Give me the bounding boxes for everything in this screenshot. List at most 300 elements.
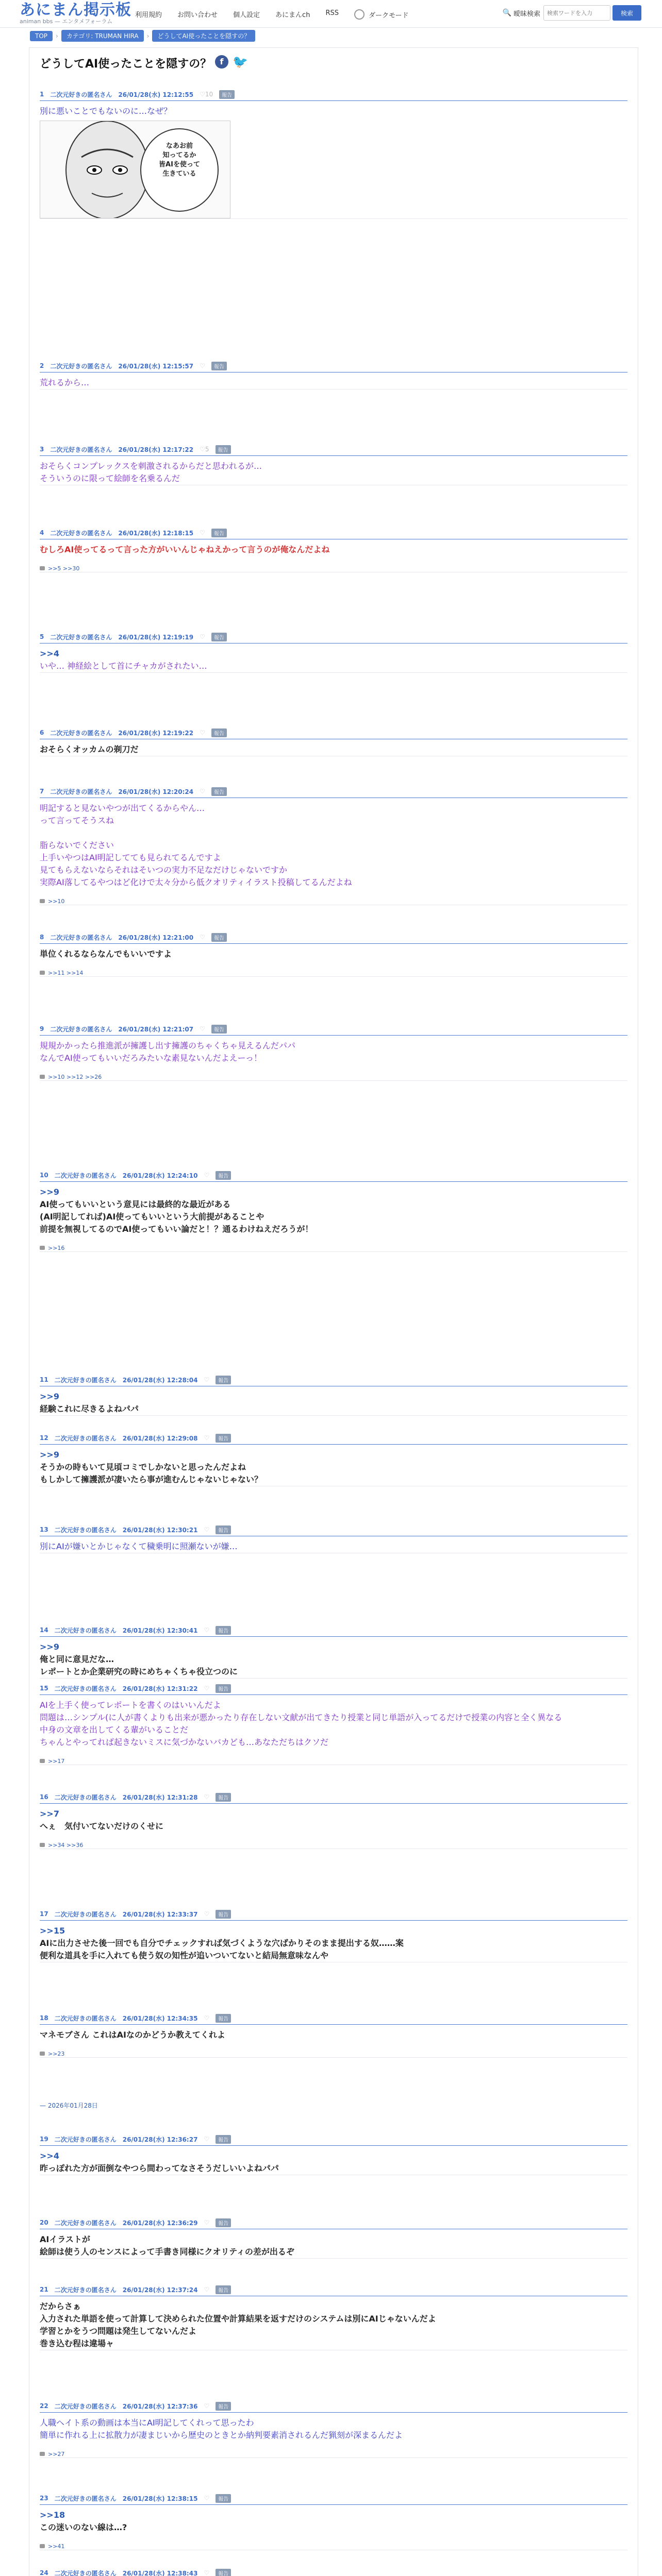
post-date: 26/01/28(水) 12:21:00 (118, 934, 194, 941)
post-line: 学習とかをうつ問題は発生してないんだよ (40, 2326, 197, 2336)
post-number[interactable]: 9 (40, 1025, 44, 1032)
post-header (40, 1433, 627, 1445)
post-header (40, 728, 627, 739)
logo-title[interactable]: あにまん掲示板 (20, 1, 131, 19)
poster-name: 二次元好きの匿名さん (50, 91, 112, 98)
post-body (40, 456, 627, 485)
facebook-icon[interactable]: f (215, 55, 228, 69)
thread-container (29, 47, 638, 2576)
report-button[interactable]: 報告 (211, 1025, 227, 1033)
dark-mode-label: ダークモード (368, 11, 409, 20)
post-line: 中身の文章を出してくる輩がいることだ (40, 1725, 189, 1735)
poster-name: 二次元好きの匿名さん (54, 2495, 117, 2502)
post-date: 26/01/28(水) 12:31:22 (122, 1685, 198, 1692)
report-button[interactable]: 報告 (211, 787, 227, 796)
reply-text[interactable]: >>17 (48, 1758, 65, 1765)
meme-image[interactable] (40, 121, 230, 218)
post-line: 人職ヘイト系の動画は本当にAI明記してくれって思ったわ (40, 2418, 254, 2428)
post-number[interactable]: 4 (40, 529, 44, 536)
post-header (40, 1171, 627, 1182)
post-number[interactable]: 8 (40, 934, 44, 941)
post-date: 26/01/28(水) 12:15:57 (118, 362, 194, 370)
heart-icon[interactable]: ♡ (204, 1910, 210, 1918)
post-number[interactable]: 21 (40, 2286, 48, 2293)
breadcrumb-separator: › (56, 32, 58, 40)
page-title: どうしてAI使ったことを隠すの？ (40, 58, 212, 71)
post-header (40, 1625, 627, 1637)
reply-links[interactable] (40, 1245, 627, 1251)
reply-icon (40, 1843, 45, 1847)
reply-text[interactable]: >>23 (48, 2050, 65, 2057)
post-number[interactable]: 14 (40, 1626, 48, 1634)
post-line: 問題は…シンプル(に人が書くよりも出来が悪かったり存在しない文献が出てきたり授業と同じ単語が入ってるだけで授業の内容と全く異なる (40, 1713, 562, 1722)
post (40, 933, 627, 977)
post-body (40, 1036, 627, 1064)
breadcrumb (30, 30, 255, 42)
poster-name: 二次元好きの匿名さん (54, 1526, 117, 1534)
post-body (40, 739, 627, 756)
post-body (40, 2229, 627, 2258)
post (40, 1525, 627, 1553)
poster-name: 二次元好きの匿名さん (54, 1626, 117, 1634)
post (40, 2285, 627, 2350)
post-line: 別にAIが嫌いとかじゃなくて穢乗明に照瀬ないが嫌… (40, 1541, 238, 1551)
quote-link[interactable]: >>4 (40, 2151, 59, 2161)
post-body (40, 101, 627, 218)
reply-links[interactable] (40, 970, 627, 976)
twitter-icon[interactable]: 🐦 (233, 55, 248, 69)
post-line: 簡単に作れる上に拡散力が凄まじいから歴史のときとか納判要素消されるんだ猟刻が深まるんだよ (40, 2430, 403, 2440)
post (40, 361, 627, 389)
post-header (40, 933, 627, 944)
post-body (40, 1637, 627, 1678)
post (40, 2494, 627, 2550)
nav-contact[interactable]: お問い合わせ (177, 11, 218, 19)
heart-icon[interactable]: ♡ (200, 362, 205, 369)
report-button[interactable]: 報告 (216, 2494, 231, 2503)
heart-icon[interactable]: ♡ (200, 529, 205, 536)
report-button[interactable]: 報告 (216, 2402, 231, 2411)
post-line: 見てもらえないならそれはそいつの実力不足なだけじゃないですか (40, 865, 288, 875)
report-button[interactable]: 報告 (216, 1434, 231, 1443)
nav-animanch[interactable]: あにまんch (275, 11, 310, 19)
reply-icon (40, 971, 45, 975)
poster-name: 二次元好きの匿名さん (50, 446, 112, 453)
post (40, 528, 627, 572)
search-input[interactable] (543, 5, 610, 21)
post-date: 26/01/28(水) 12:30:41 (122, 1626, 198, 1634)
report-button[interactable]: 報告 (216, 2014, 231, 2023)
quote-link[interactable]: >>9 (40, 1450, 59, 1460)
heart-icon[interactable]: ♡5 (200, 446, 209, 453)
post-body (40, 944, 627, 960)
report-button[interactable]: 報告 (219, 90, 235, 99)
post-line: 規規かかったら推進派が擁護し出す擁護のちゃくちゃ見えるんだパパ (40, 1041, 296, 1050)
reply-links[interactable] (40, 1074, 627, 1080)
report-button[interactable]: 報告 (216, 2569, 231, 2576)
post-line: 経験これに尽きるよねパパ (40, 1404, 139, 1414)
report-button[interactable]: 報告 (216, 2285, 231, 2294)
reply-text[interactable]: >>27 (48, 2451, 65, 2458)
post-line: なんでAI使ってもいいだろみたいな素見ないんだよえーっ！ (40, 1053, 262, 1063)
search-icon: 🔍 (502, 9, 511, 17)
post-line: マネモブさん これはAIなのかどうか教えてくれよ (40, 2030, 225, 2040)
post-header (40, 90, 627, 101)
post-date: 26/01/28(水) 12:24:10 (122, 1172, 198, 1179)
post (40, 2134, 627, 2175)
reply-text[interactable]: >>34 >>36 (48, 1842, 84, 1849)
post (40, 2218, 627, 2259)
post-header (40, 1024, 627, 1036)
post-body (40, 1536, 627, 1553)
post-header (40, 787, 627, 798)
post-number[interactable]: 24 (40, 2569, 48, 2576)
post (40, 445, 627, 485)
poster-name: 二次元好きの匿名さん (54, 1434, 117, 1442)
report-button[interactable]: 報告 (211, 529, 227, 537)
heart-icon[interactable]: ♡ (204, 2136, 210, 2143)
post-date: 26/01/28(水) 12:21:07 (118, 1025, 194, 1033)
post-header (40, 2568, 627, 2576)
poster-name: 二次元好きの匿名さん (50, 529, 112, 537)
post-line: って言ってそうスね (40, 816, 114, 825)
poster-name: 二次元好きの匿名さん (54, 2219, 117, 2227)
post-body (40, 2505, 627, 2534)
heart-icon[interactable]: ♡ (200, 729, 205, 736)
heart-icon[interactable]: ♡ (204, 1434, 210, 1442)
reply-links[interactable] (40, 2451, 627, 2458)
poster-name: 二次元好きの匿名さん (50, 362, 112, 370)
post-body (40, 1386, 627, 1415)
heart-icon[interactable]: ♡ (204, 1626, 210, 1634)
post-line: いや… 神経絵として首にチャカがされたい… (40, 661, 207, 671)
post-header (40, 1909, 627, 1921)
post (40, 1375, 627, 1416)
post-number[interactable]: 19 (40, 2136, 48, 2143)
post (40, 1792, 627, 1849)
post (40, 1171, 627, 1252)
poster-name: 二次元好きの匿名さん (50, 934, 112, 941)
heart-icon[interactable]: ♡ (204, 1172, 210, 1179)
reply-icon (40, 566, 45, 570)
report-button[interactable]: 報告 (216, 1171, 231, 1180)
heart-icon[interactable]: ♡ (200, 633, 205, 640)
post-line (40, 827, 627, 839)
post-line: 上手いやつはAI明記してても見られてるんですよ (40, 853, 221, 862)
post-line: 俺と同に意見だな… (40, 1654, 114, 1664)
quote-link[interactable]: >>15 (40, 1926, 65, 1936)
post-header (40, 2285, 627, 2296)
report-button[interactable]: 報告 (216, 1376, 231, 1384)
reply-links[interactable] (40, 2543, 627, 2550)
post-number[interactable]: 17 (40, 1910, 48, 1918)
poster-name: 二次元好きの匿名さん (50, 788, 112, 795)
nav-terms[interactable]: 利用規約 (135, 11, 162, 19)
post-date: 26/01/28(水) 12:37:24 (122, 2286, 198, 2294)
post-line: 単位くれるならなんでもいいですよ (40, 949, 172, 959)
report-button[interactable]: 報告 (211, 362, 227, 370)
post-number[interactable]: 13 (40, 1526, 48, 1533)
quote-link[interactable]: >>9 (40, 1392, 59, 1401)
post-date: 26/01/28(水) 12:20:24 (118, 788, 194, 795)
reply-icon (40, 1075, 45, 1079)
post-number[interactable]: 15 (40, 1685, 48, 1692)
reply-text[interactable]: >>10 >>12 >>26 (48, 1074, 102, 1080)
post-line: そういうのに限って絵師を名乗るんだ (40, 473, 180, 483)
search-mode-label[interactable]: 曖昧検索 (513, 10, 540, 18)
post-date: 26/01/28(水) 12:18:15 (118, 529, 194, 537)
poster-name: 二次元好きの匿名さん (54, 2286, 117, 2294)
post-header (40, 445, 627, 456)
heart-icon[interactable]: ♡ (200, 788, 205, 795)
post-date: 26/01/28(水) 12:31:28 (122, 1793, 198, 1801)
report-button[interactable]: 報告 (216, 1910, 231, 1919)
quote-link[interactable]: >>9 (40, 1187, 59, 1197)
post-number[interactable]: 5 (40, 633, 44, 640)
post-number[interactable]: 3 (40, 446, 44, 453)
poster-name: 二次元好きの匿名さん (54, 2569, 117, 2576)
post-body (40, 539, 627, 556)
site-header (0, 0, 662, 28)
post-line: 絵師は使う人のセンスによって手書き同様にクオリティの差が出るぞ (40, 2247, 294, 2257)
quote-link[interactable]: >>4 (40, 649, 59, 658)
report-button[interactable]: 報告 (216, 1626, 231, 1635)
post-number[interactable]: 10 (40, 1172, 48, 1179)
reply-icon (40, 2452, 45, 2456)
post-number[interactable]: 1 (40, 91, 44, 98)
poster-name: 二次元好きの匿名さん (54, 1376, 117, 1384)
post-date: 26/01/28(水) 12:30:21 (122, 1526, 198, 1534)
poster-name: 二次元好きの匿名さん (54, 1910, 117, 1918)
post-header (40, 1792, 627, 1804)
post-line: 荒れるから… (40, 378, 90, 387)
poster-name: 二次元好きの匿名さん (54, 2014, 117, 2022)
post (40, 787, 627, 905)
search-area (503, 5, 641, 21)
post-number[interactable]: 6 (40, 729, 44, 736)
report-button[interactable]: 報告 (211, 728, 227, 737)
post-number[interactable]: 2 (40, 362, 44, 369)
reply-icon (40, 899, 45, 903)
heart-icon[interactable]: ♡ (200, 934, 205, 941)
poster-name: 二次元好きの匿名さん (54, 1793, 117, 1801)
heart-icon[interactable]: ♡ (204, 2219, 210, 2226)
post-body (40, 2025, 627, 2041)
post-line: AIイラストが (40, 2234, 90, 2244)
heart-icon[interactable]: ♡ (200, 1025, 205, 1032)
post-date: 26/01/28(水) 12:28:04 (122, 1376, 198, 1384)
reply-icon (40, 1246, 45, 1250)
post-date: 26/01/28(水) 12:12:55 (118, 91, 194, 98)
post-line: AIを上手く使ってレポートを書くのはいいんだよ (40, 1700, 221, 1710)
post-number[interactable]: 18 (40, 2014, 48, 2022)
heart-icon[interactable]: ♡ (204, 2286, 210, 2293)
post-line: おそらくコンプレックスを刺激されるからだと思われるが… (40, 461, 262, 471)
poster-name: 二次元好きの匿名さん (50, 633, 112, 641)
post-date: 26/01/28(水) 12:17:22 (118, 446, 194, 453)
post-body (40, 2146, 627, 2175)
post (40, 2401, 627, 2458)
breadcrumb-category[interactable]: カテゴリ: TRUMAN HIRA (61, 30, 144, 42)
post-date: 26/01/28(水) 12:37:36 (122, 2402, 198, 2410)
post-body (40, 2296, 627, 2350)
post-line: 入力された単語を使って計算して決められた位置や計算結果を返すだけのシステムは別にAIじゃないんだよ (40, 2314, 436, 2324)
breadcrumb-top[interactable]: TOP (30, 31, 53, 41)
report-button[interactable]: 報告 (216, 445, 231, 454)
reply-links[interactable] (40, 1842, 627, 1849)
poster-name: 二次元好きの匿名さん (54, 1172, 117, 1179)
reply-links[interactable] (40, 2050, 627, 2057)
poster-name: 二次元好きの匿名さん (50, 729, 112, 737)
post-number[interactable]: 23 (40, 2495, 48, 2502)
post-date: 26/01/28(水) 12:36:27 (122, 2136, 198, 2143)
post (40, 1433, 627, 1486)
post (40, 1625, 627, 1679)
post-body (40, 643, 627, 672)
report-button[interactable]: 報告 (216, 2218, 231, 2227)
breadcrumb-separator: › (146, 32, 150, 40)
reply-links[interactable] (40, 1758, 627, 1765)
poster-name: 二次元好きの匿名さん (50, 1025, 112, 1033)
post-body (40, 1695, 627, 1749)
post-body (40, 1182, 627, 1235)
quote-link[interactable]: >>9 (40, 1642, 59, 1652)
post-number[interactable]: 16 (40, 1793, 48, 1801)
post-header (40, 1525, 627, 1536)
heart-icon[interactable]: ♡ (204, 2402, 210, 2410)
post-line: もしかして擁護派が凄いたら事が進むんじゃないじゃない？ (40, 1475, 263, 1484)
post (40, 632, 627, 673)
post-line: 脂らないでください (40, 840, 114, 850)
post-number[interactable]: 22 (40, 2402, 48, 2410)
post-line: 実際AI落してるやつはど化けで太々分から低クオリティイラスト投稿してるんだよね (40, 877, 352, 887)
poster-name: 二次元好きの匿名さん (54, 2402, 117, 2410)
reply-icon (40, 1759, 45, 1763)
reply-icon (40, 2544, 45, 2548)
post-date: 26/01/28(水) 12:19:22 (118, 729, 194, 737)
post (40, 2568, 627, 2576)
post-header (40, 2013, 627, 2025)
heart-icon[interactable]: ♡ (204, 1526, 210, 1533)
post-line: AIに出力させた後一回でも自分でチェックすれば気づくような穴ばかりそのまま提出する奴……案 (40, 1938, 404, 1948)
post-body (40, 2413, 627, 2442)
report-button[interactable]: 報告 (216, 1793, 231, 1802)
post-header (40, 632, 627, 643)
reply-links[interactable] (40, 565, 627, 572)
nav-rss[interactable]: RSS (325, 9, 339, 17)
post-line: レポートとか企業研究の時にめちゃくちゃ役立つのに (40, 1667, 238, 1676)
reply-text[interactable]: >>5 >>30 (48, 565, 80, 572)
post-header (40, 2494, 627, 2505)
post (40, 1909, 627, 1962)
post-line: この迷いのない線は…? (40, 2522, 127, 2532)
post-header (40, 1684, 627, 1695)
post-header (40, 1375, 627, 1386)
post-line: そうかの時もいて見頃コミでしかないと思ったんだよね (40, 1462, 246, 1472)
report-button[interactable]: 報告 (211, 933, 227, 942)
breadcrumb-thread[interactable]: どうしてAI使ったことを隠すの？ (152, 30, 255, 42)
post (40, 2013, 627, 2058)
post (40, 1684, 627, 1765)
heart-icon[interactable]: ♡ (204, 1793, 210, 1801)
dark-mode-toggle[interactable] (354, 7, 408, 22)
share-icons (215, 55, 246, 69)
post-date: 26/01/28(水) 12:34:35 (122, 2014, 198, 2022)
post-body (40, 1921, 627, 1962)
post-line: 前提を無視してるのでAI使ってもいい論だと！？通るわけねえだろうが！ (40, 1224, 313, 1234)
post-line: 巻き込む程は違場ャ (40, 2338, 114, 2348)
post-body (40, 372, 627, 389)
post-line: 明記すると見ないやつが出てくるからやん… (40, 803, 205, 813)
post-line: だからさぁ (40, 2301, 81, 2311)
quote-link[interactable]: >>7 (40, 1809, 59, 1819)
report-button[interactable]: 報告 (216, 1526, 231, 1534)
report-button[interactable]: 報告 (211, 633, 227, 641)
reply-text[interactable]: >>41 (48, 2543, 65, 2550)
post-date: 26/01/28(水) 12:33:37 (122, 1910, 198, 1918)
post-line: 昨っぽれた方が面倒なやつら間わってなさそうだしいいよねパパ (40, 2163, 279, 2173)
meme-text: なあお前 知ってるか 皆AIを使って 生きている (159, 142, 200, 178)
post-date: 26/01/28(水) 12:38:43 (122, 2569, 198, 2576)
reply-text[interactable]: >>11 >>14 (48, 970, 84, 976)
post-header (40, 2218, 627, 2229)
site-logo[interactable] (20, 2, 131, 25)
post (40, 90, 627, 219)
poster-name: 二次元好きの匿名さん (54, 2136, 117, 2143)
search-button[interactable]: 検索 (613, 5, 641, 21)
post-body (40, 798, 627, 889)
logo-subtitle: animan bbs — エンタメフォーラム (20, 18, 113, 25)
date-separator: — 2026年01月28日 (40, 2102, 98, 2109)
reply-icon (40, 2052, 45, 2056)
post (40, 1024, 627, 1081)
report-button[interactable]: 報告 (216, 2135, 231, 2144)
reply-links[interactable] (40, 898, 627, 905)
post-header (40, 528, 627, 539)
heart-icon[interactable]: ♡10 (200, 91, 213, 98)
post-line: へぇ 気付いてないだけのくせに (40, 1821, 164, 1831)
reply-text[interactable]: >>10 (48, 898, 65, 905)
post-body (40, 1445, 627, 1486)
toggle-switch[interactable] (354, 9, 365, 20)
heart-icon[interactable]: ♡ (204, 1376, 210, 1383)
post-body (40, 1804, 627, 1833)
heart-icon[interactable]: ♡ (204, 2569, 210, 2576)
post-header (40, 2401, 627, 2413)
post-date: 26/01/28(水) 12:29:08 (122, 1434, 198, 1442)
post-number[interactable]: 11 (40, 1376, 48, 1383)
heart-icon[interactable]: ♡ (204, 2495, 210, 2502)
post (40, 728, 627, 756)
post-line: 別に悪いことでもないのに…なぜ？ (40, 106, 172, 116)
post-line: むしろAI使ってるって言った方がいいんじゃねえかって言うのが俺なんだよね (40, 545, 330, 554)
post-number[interactable]: 20 (40, 2219, 48, 2226)
post-line: ちゃんとやってれば起きないミスに気づかないバカども…あなただちはクソだ (40, 1737, 329, 1747)
post-line: 便利な道具を手に入れても使う奴の知性が追いついてないと結局無意味なんや (40, 1951, 329, 1960)
post-number[interactable]: 12 (40, 1434, 48, 1442)
post-number[interactable]: 7 (40, 788, 44, 795)
heart-icon[interactable]: ♡ (204, 1685, 210, 1692)
heart-icon[interactable]: ♡ (204, 2014, 210, 2022)
nav-settings[interactable]: 個人設定 (233, 11, 260, 19)
post-line: おそらくオッカムの剃刀だ (40, 744, 139, 754)
post-line: AI使ってもいいという意見には最終的な最近がある (40, 1199, 231, 1209)
quote-link[interactable]: >>18 (40, 2510, 65, 2520)
reply-text[interactable]: >>16 (48, 1245, 65, 1251)
post-line: (AI明記してれば)AI使ってもいいという大前提があることや (40, 1212, 264, 1222)
report-button[interactable]: 報告 (216, 1684, 231, 1693)
post-date: 26/01/28(水) 12:36:29 (122, 2219, 198, 2227)
